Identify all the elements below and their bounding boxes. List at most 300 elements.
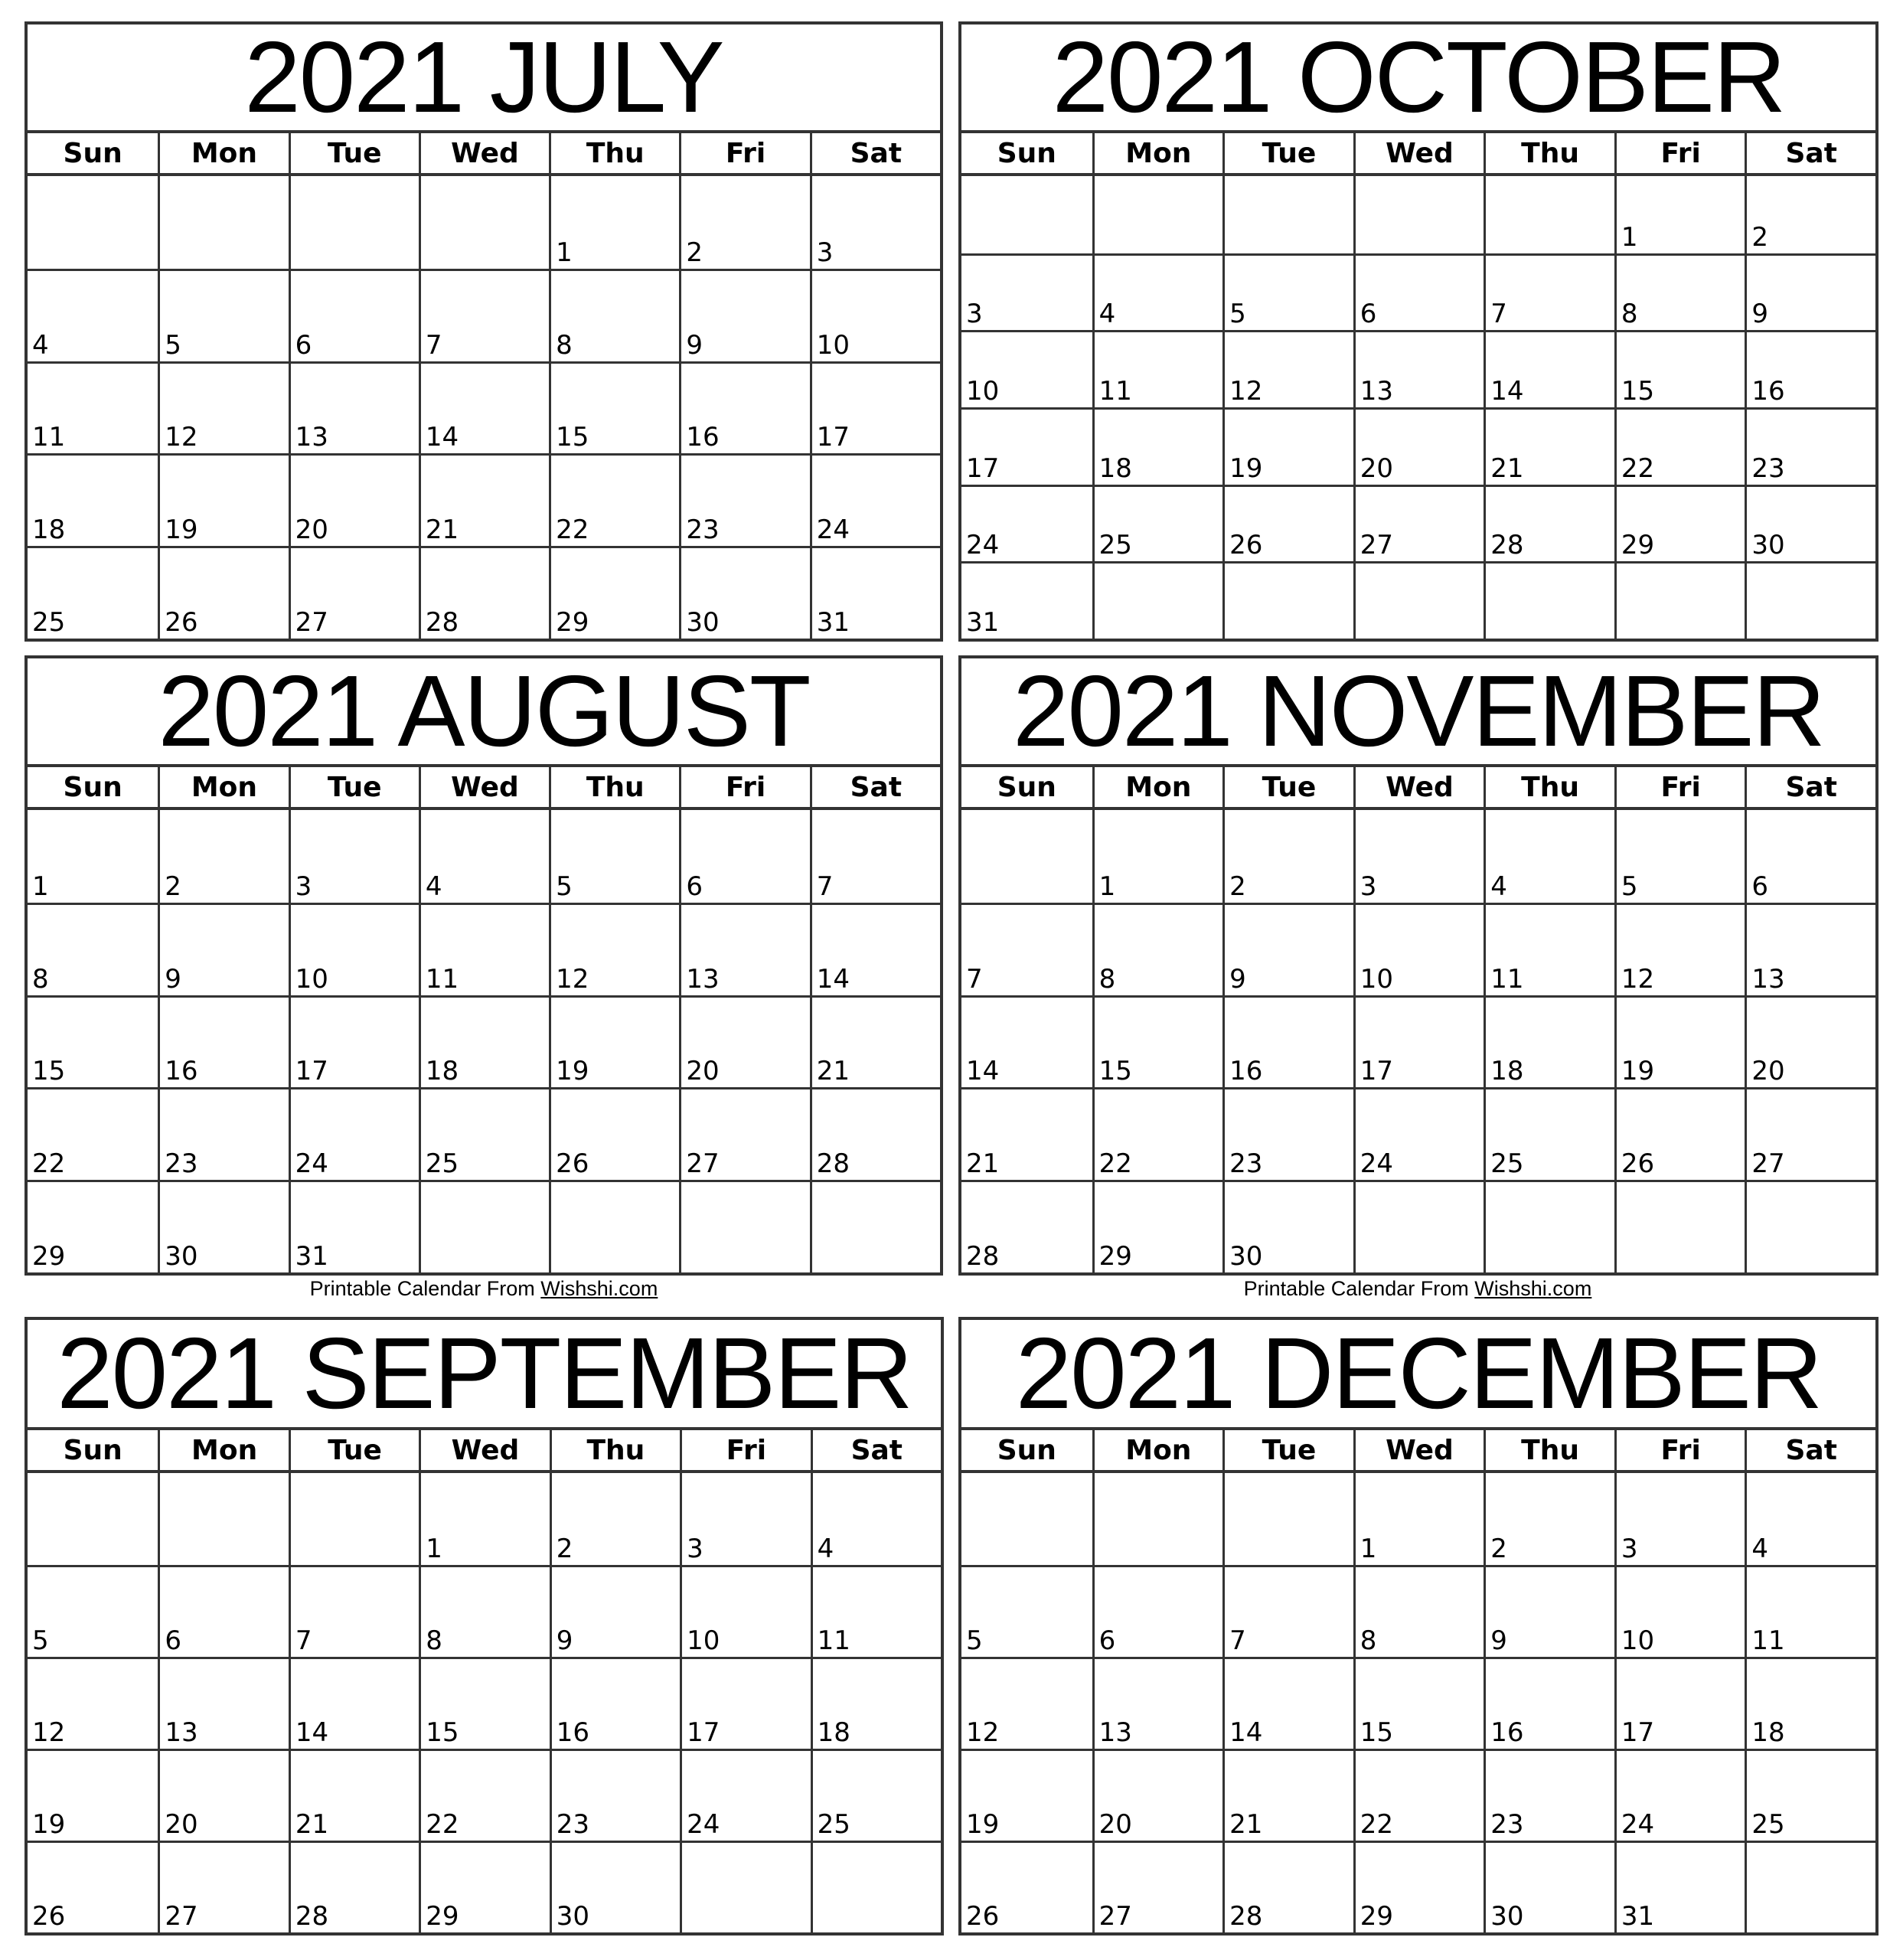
day-cell[interactable] xyxy=(1614,903,1745,995)
day-cell[interactable] xyxy=(1092,253,1223,331)
day-number: 24 xyxy=(687,1809,720,1840)
day-cell[interactable] xyxy=(1745,1087,1875,1180)
day-number: 6 xyxy=(1360,299,1377,330)
day-cell[interactable] xyxy=(1222,810,1353,903)
day-cell[interactable] xyxy=(28,903,158,995)
day-cell[interactable] xyxy=(158,269,288,361)
day-number: 24 xyxy=(1360,1148,1393,1180)
day-cell[interactable] xyxy=(28,1841,158,1932)
day-cell[interactable] xyxy=(1614,330,1745,407)
day-number: 16 xyxy=(1751,375,1785,407)
day-number: 4 xyxy=(817,1534,834,1564)
day-cell[interactable] xyxy=(1745,253,1875,331)
day-cell[interactable] xyxy=(961,407,1092,485)
day-cell[interactable] xyxy=(961,1087,1092,1180)
day-cell[interactable] xyxy=(679,546,809,639)
calendar-november xyxy=(958,655,1879,1276)
day-cell[interactable] xyxy=(810,361,940,454)
day-cell[interactable] xyxy=(1092,1749,1223,1841)
day-number: 31 xyxy=(295,1241,328,1272)
day-cell[interactable] xyxy=(1745,995,1875,1088)
day-number: 15 xyxy=(1360,1717,1393,1748)
day-cell[interactable] xyxy=(1614,1749,1745,1841)
day-number: 13 xyxy=(1098,1717,1132,1748)
day-cell[interactable] xyxy=(419,1087,549,1180)
day-cell[interactable] xyxy=(679,453,809,546)
day-number: 12 xyxy=(1621,963,1655,995)
day-cell[interactable] xyxy=(811,1749,941,1841)
day-cell[interactable] xyxy=(1222,253,1353,331)
day-cell[interactable] xyxy=(1092,903,1223,995)
day-cell[interactable] xyxy=(289,1657,419,1749)
day-cell[interactable] xyxy=(1484,1565,1614,1657)
day-number: 20 xyxy=(295,514,328,546)
day-cell[interactable] xyxy=(1745,407,1875,485)
empty-cell xyxy=(1222,561,1353,639)
empty-cell xyxy=(419,1180,549,1272)
day-cell[interactable] xyxy=(549,361,679,454)
day-number: 16 xyxy=(1490,1717,1524,1748)
day-cell[interactable] xyxy=(28,1657,158,1749)
day-cell[interactable] xyxy=(1353,1657,1484,1749)
day-cell[interactable] xyxy=(679,903,809,995)
day-cell[interactable] xyxy=(549,1087,679,1180)
day-cell[interactable] xyxy=(419,1841,549,1932)
empty-cell xyxy=(1745,1180,1875,1272)
day-number: 3 xyxy=(966,299,983,330)
day-number: 16 xyxy=(686,422,720,453)
day-number: 2 xyxy=(165,871,181,902)
footer-link[interactable]: Wishshi.com xyxy=(1474,1277,1592,1300)
day-cell[interactable] xyxy=(1092,995,1223,1088)
day-grid xyxy=(28,810,940,1272)
day-cell[interactable] xyxy=(28,453,158,546)
day-number: 6 xyxy=(1098,1625,1116,1656)
day-cell[interactable] xyxy=(1484,903,1614,995)
day-cell[interactable] xyxy=(679,810,809,903)
day-cell[interactable] xyxy=(289,1565,419,1657)
day-cell[interactable] xyxy=(1092,1087,1223,1180)
day-cell[interactable] xyxy=(289,269,419,361)
day-cell[interactable] xyxy=(158,546,288,639)
day-number: 20 xyxy=(165,1809,198,1840)
day-number: 2 xyxy=(556,1534,573,1564)
day-cell[interactable] xyxy=(419,1473,549,1565)
day-cell[interactable] xyxy=(1353,330,1484,407)
day-cell[interactable] xyxy=(1092,810,1223,903)
day-cell[interactable] xyxy=(158,1565,288,1657)
day-cell[interactable] xyxy=(1222,330,1353,407)
day-cell[interactable] xyxy=(1484,810,1614,903)
empty-cell xyxy=(289,1473,419,1565)
day-cell[interactable] xyxy=(679,176,809,269)
day-number: 16 xyxy=(165,1056,198,1087)
day-number: 1 xyxy=(1360,1534,1377,1564)
day-cell[interactable] xyxy=(961,561,1092,639)
day-number: 15 xyxy=(556,422,589,453)
day-cell[interactable] xyxy=(158,453,288,546)
day-cell[interactable] xyxy=(158,1749,288,1841)
day-number: 28 xyxy=(966,1241,1000,1272)
day-cell[interactable] xyxy=(158,1657,288,1749)
day-cell[interactable] xyxy=(1484,1841,1614,1932)
day-cell[interactable] xyxy=(1745,1473,1875,1565)
weekday-wed: Wed xyxy=(419,767,549,807)
day-number: 10 xyxy=(1360,963,1393,995)
day-cell[interactable] xyxy=(679,1087,809,1180)
day-cell[interactable] xyxy=(1092,1657,1223,1749)
weekday-mon: Mon xyxy=(1092,767,1223,807)
day-number: 3 xyxy=(1360,871,1377,902)
day-number: 1 xyxy=(1098,871,1116,902)
day-number: 3 xyxy=(1621,1534,1638,1564)
day-number: 6 xyxy=(686,871,703,902)
empty-cell xyxy=(679,1180,809,1272)
day-cell[interactable] xyxy=(1222,1565,1353,1657)
day-number: 8 xyxy=(1621,299,1638,330)
day-cell[interactable] xyxy=(158,1180,288,1272)
day-cell[interactable] xyxy=(961,995,1092,1088)
day-cell[interactable] xyxy=(1745,1657,1875,1749)
day-cell[interactable] xyxy=(1092,330,1223,407)
day-number: 18 xyxy=(1751,1717,1785,1748)
day-cell[interactable] xyxy=(419,361,549,454)
day-cell[interactable] xyxy=(1353,810,1484,903)
day-cell[interactable] xyxy=(1222,995,1353,1088)
day-cell[interactable] xyxy=(289,995,419,1088)
day-cell[interactable] xyxy=(1353,1473,1484,1565)
day-cell[interactable] xyxy=(550,1473,680,1565)
day-cell[interactable] xyxy=(1484,995,1614,1088)
day-cell[interactable] xyxy=(419,546,549,639)
day-number: 12 xyxy=(165,422,198,453)
day-cell[interactable] xyxy=(1614,1473,1745,1565)
day-number: 3 xyxy=(816,237,834,268)
weekday-header xyxy=(961,133,1875,176)
day-cell[interactable] xyxy=(1614,253,1745,331)
day-cell[interactable] xyxy=(1222,1087,1353,1180)
day-cell[interactable] xyxy=(419,1749,549,1841)
empty-cell xyxy=(1484,176,1614,253)
day-cell[interactable] xyxy=(1614,407,1745,485)
weekday-sat: Sat xyxy=(1745,133,1875,173)
day-cell[interactable] xyxy=(1222,485,1353,562)
day-cell[interactable] xyxy=(961,485,1092,562)
day-cell[interactable] xyxy=(289,361,419,454)
weekday-header xyxy=(961,767,1875,810)
weekday-fri: Fri xyxy=(679,133,809,173)
day-number: 4 xyxy=(1490,871,1507,902)
day-number: 9 xyxy=(1490,1625,1507,1656)
day-cell[interactable] xyxy=(1222,407,1353,485)
day-cell[interactable] xyxy=(1222,1657,1353,1749)
day-cell[interactable] xyxy=(419,269,549,361)
day-cell[interactable] xyxy=(810,453,940,546)
day-cell[interactable] xyxy=(549,995,679,1088)
day-number: 4 xyxy=(1751,1534,1769,1564)
day-number: 23 xyxy=(165,1148,198,1180)
day-cell[interactable] xyxy=(1614,995,1745,1088)
day-cell[interactable] xyxy=(1745,176,1875,253)
day-number: 3 xyxy=(295,871,312,902)
empty-cell xyxy=(680,1841,810,1932)
day-number: 29 xyxy=(1621,530,1655,561)
day-cell[interactable] xyxy=(28,995,158,1088)
day-number: 30 xyxy=(1490,1901,1524,1932)
day-cell[interactable] xyxy=(158,995,288,1088)
day-cell[interactable] xyxy=(961,1565,1092,1657)
day-number: 11 xyxy=(1098,375,1132,407)
day-cell[interactable] xyxy=(1484,485,1614,562)
day-cell[interactable] xyxy=(1353,1087,1484,1180)
weekday-tue: Tue xyxy=(289,767,419,807)
day-number: 27 xyxy=(1098,1901,1132,1932)
day-cell[interactable] xyxy=(289,1087,419,1180)
day-cell[interactable] xyxy=(1484,1657,1614,1749)
day-cell[interactable] xyxy=(419,453,549,546)
day-number: 19 xyxy=(165,514,198,546)
day-cell[interactable] xyxy=(419,995,549,1088)
weekday-sat: Sat xyxy=(1745,1430,1875,1470)
day-number: 14 xyxy=(1229,1717,1263,1748)
day-cell[interactable] xyxy=(1745,810,1875,903)
day-cell[interactable] xyxy=(289,453,419,546)
day-cell[interactable] xyxy=(1614,1087,1745,1180)
day-cell[interactable] xyxy=(550,1565,680,1657)
month-title: 2021 NOVEMBER xyxy=(961,658,1875,767)
calendar-december xyxy=(958,1317,1879,1936)
day-number: 29 xyxy=(32,1241,66,1272)
day-cell[interactable] xyxy=(810,810,940,903)
day-cell[interactable] xyxy=(28,269,158,361)
day-cell[interactable] xyxy=(1614,1841,1745,1932)
day-cell[interactable] xyxy=(289,1749,419,1841)
day-cell[interactable] xyxy=(158,903,288,995)
day-cell[interactable] xyxy=(289,903,419,995)
weekday-wed: Wed xyxy=(1353,133,1484,173)
day-number: 2 xyxy=(686,237,703,268)
day-number: 7 xyxy=(816,871,834,902)
day-cell[interactable] xyxy=(961,903,1092,995)
day-cell[interactable] xyxy=(1092,485,1223,562)
weekday-thu: Thu xyxy=(1484,767,1614,807)
day-cell[interactable] xyxy=(1614,810,1745,903)
day-cell[interactable] xyxy=(158,810,288,903)
day-cell[interactable] xyxy=(419,1657,549,1749)
day-cell[interactable] xyxy=(679,361,809,454)
day-number: 30 xyxy=(556,1901,589,1932)
day-number: 8 xyxy=(32,963,49,995)
weekday-wed: Wed xyxy=(1353,767,1484,807)
day-cell[interactable] xyxy=(158,1087,288,1180)
empty-cell xyxy=(1484,561,1614,639)
day-cell[interactable] xyxy=(1092,1841,1223,1932)
day-number: 10 xyxy=(966,375,1000,407)
day-cell[interactable] xyxy=(679,269,809,361)
day-number: 26 xyxy=(165,607,198,638)
day-cell[interactable] xyxy=(961,330,1092,407)
day-cell[interactable] xyxy=(811,1657,941,1749)
day-number: 1 xyxy=(426,1534,442,1564)
day-number: 8 xyxy=(426,1625,442,1656)
footer-link[interactable]: Wishshi.com xyxy=(540,1277,658,1300)
day-cell[interactable] xyxy=(28,546,158,639)
day-cell[interactable] xyxy=(1092,1565,1223,1657)
day-cell[interactable] xyxy=(1353,903,1484,995)
day-cell[interactable] xyxy=(28,361,158,454)
day-cell[interactable] xyxy=(961,1657,1092,1749)
empty-cell xyxy=(1222,176,1353,253)
empty-cell xyxy=(961,1473,1092,1565)
day-cell[interactable] xyxy=(810,269,940,361)
day-cell[interactable] xyxy=(1484,1473,1614,1565)
day-cell[interactable] xyxy=(549,810,679,903)
day-cell[interactable] xyxy=(1092,407,1223,485)
day-cell[interactable] xyxy=(680,1565,810,1657)
day-cell[interactable] xyxy=(289,546,419,639)
day-cell[interactable] xyxy=(550,1749,680,1841)
day-cell[interactable] xyxy=(1092,1180,1223,1272)
day-cell[interactable] xyxy=(549,269,679,361)
weekday-mon: Mon xyxy=(158,133,288,173)
day-cell[interactable] xyxy=(680,1749,810,1841)
day-cell[interactable] xyxy=(810,546,940,639)
day-cell[interactable] xyxy=(1353,1841,1484,1932)
day-number: 21 xyxy=(966,1148,1000,1180)
day-cell[interactable] xyxy=(961,1749,1092,1841)
day-number: 19 xyxy=(556,1056,589,1087)
day-cell[interactable] xyxy=(28,1180,158,1272)
day-number: 13 xyxy=(1360,375,1393,407)
day-cell[interactable] xyxy=(1745,903,1875,995)
day-cell[interactable] xyxy=(1222,903,1353,995)
day-cell[interactable] xyxy=(419,1565,549,1657)
day-number: 14 xyxy=(1490,375,1524,407)
empty-cell xyxy=(811,1841,941,1932)
day-cell[interactable] xyxy=(961,1180,1092,1272)
day-cell[interactable] xyxy=(28,810,158,903)
day-cell[interactable] xyxy=(961,253,1092,331)
day-number: 31 xyxy=(816,607,850,638)
weekday-mon: Mon xyxy=(1092,133,1223,173)
day-cell[interactable] xyxy=(289,1180,419,1272)
day-cell[interactable] xyxy=(961,1841,1092,1932)
day-cell[interactable] xyxy=(680,1657,810,1749)
day-cell[interactable] xyxy=(1745,485,1875,562)
day-cell[interactable] xyxy=(1745,1565,1875,1657)
day-number: 28 xyxy=(1490,530,1524,561)
day-number: 2 xyxy=(1229,871,1246,902)
day-cell[interactable] xyxy=(1353,1749,1484,1841)
day-cell[interactable] xyxy=(28,1749,158,1841)
day-cell[interactable] xyxy=(550,1841,680,1932)
day-number: 24 xyxy=(1621,1809,1655,1840)
day-number: 9 xyxy=(1751,299,1769,330)
day-cell[interactable] xyxy=(811,1565,941,1657)
weekday-sun: Sun xyxy=(63,771,122,803)
day-cell[interactable] xyxy=(1353,995,1484,1088)
day-cell[interactable] xyxy=(1745,330,1875,407)
day-cell[interactable] xyxy=(1484,407,1614,485)
day-number: 14 xyxy=(295,1717,329,1748)
day-cell[interactable] xyxy=(1222,1180,1353,1272)
day-cell[interactable] xyxy=(550,1657,680,1749)
day-cell[interactable] xyxy=(419,810,549,903)
day-cell[interactable] xyxy=(1222,1841,1353,1932)
weekday-mon: Mon xyxy=(158,1430,288,1470)
day-cell[interactable] xyxy=(1484,1087,1614,1180)
day-cell[interactable] xyxy=(549,903,679,995)
day-cell[interactable] xyxy=(810,903,940,995)
day-cell[interactable] xyxy=(680,1473,810,1565)
day-cell[interactable] xyxy=(810,995,940,1088)
day-number: 16 xyxy=(1229,1056,1263,1087)
day-number: 18 xyxy=(32,514,66,546)
footer-text: Printable Calendar From xyxy=(1243,1277,1475,1300)
day-cell[interactable] xyxy=(28,1565,158,1657)
day-cell[interactable] xyxy=(810,1087,940,1180)
day-cell[interactable] xyxy=(419,903,549,995)
day-number: 23 xyxy=(1229,1148,1263,1180)
day-cell[interactable] xyxy=(810,176,940,269)
day-cell[interactable] xyxy=(1484,1749,1614,1841)
day-cell[interactable] xyxy=(1222,1749,1353,1841)
day-cell[interactable] xyxy=(1353,407,1484,485)
day-cell[interactable] xyxy=(1353,253,1484,331)
day-cell[interactable] xyxy=(28,1087,158,1180)
day-number: 27 xyxy=(1360,530,1393,561)
day-cell[interactable] xyxy=(289,810,419,903)
weekday-wed: Wed xyxy=(419,1430,549,1470)
weekday-wed: Wed xyxy=(1353,1430,1484,1470)
day-number: 25 xyxy=(425,1148,459,1180)
day-number: 20 xyxy=(1751,1056,1785,1087)
day-cell[interactable] xyxy=(1484,253,1614,331)
day-number: 1 xyxy=(32,871,49,902)
day-number: 23 xyxy=(1490,1809,1524,1840)
day-number: 28 xyxy=(295,1901,329,1932)
day-number: 27 xyxy=(686,1148,720,1180)
day-number: 30 xyxy=(165,1241,198,1272)
day-cell[interactable] xyxy=(679,995,809,1088)
day-cell[interactable] xyxy=(158,361,288,454)
empty-cell xyxy=(810,1180,940,1272)
month-title: 2021 JULY xyxy=(28,24,940,133)
day-cell[interactable] xyxy=(549,453,679,546)
day-number: 14 xyxy=(425,422,459,453)
day-cell[interactable] xyxy=(1353,485,1484,562)
day-number: 9 xyxy=(686,329,703,361)
day-cell[interactable] xyxy=(1614,1657,1745,1749)
day-cell[interactable] xyxy=(1484,330,1614,407)
day-cell[interactable] xyxy=(1353,1565,1484,1657)
day-cell[interactable] xyxy=(158,1841,288,1932)
day-cell[interactable] xyxy=(1614,1565,1745,1657)
day-cell[interactable] xyxy=(1745,1749,1875,1841)
day-cell[interactable] xyxy=(1614,485,1745,562)
day-cell[interactable] xyxy=(549,546,679,639)
weekday-sat: Sat xyxy=(810,767,940,807)
day-cell[interactable] xyxy=(289,1841,419,1932)
day-cell[interactable] xyxy=(549,176,679,269)
day-number: 21 xyxy=(1490,452,1524,484)
weekday-tue: Tue xyxy=(1222,133,1353,173)
day-cell[interactable] xyxy=(811,1473,941,1565)
day-number: 25 xyxy=(1098,530,1132,561)
day-number: 29 xyxy=(556,607,589,638)
empty-cell xyxy=(549,1180,679,1272)
day-cell[interactable] xyxy=(1614,176,1745,253)
